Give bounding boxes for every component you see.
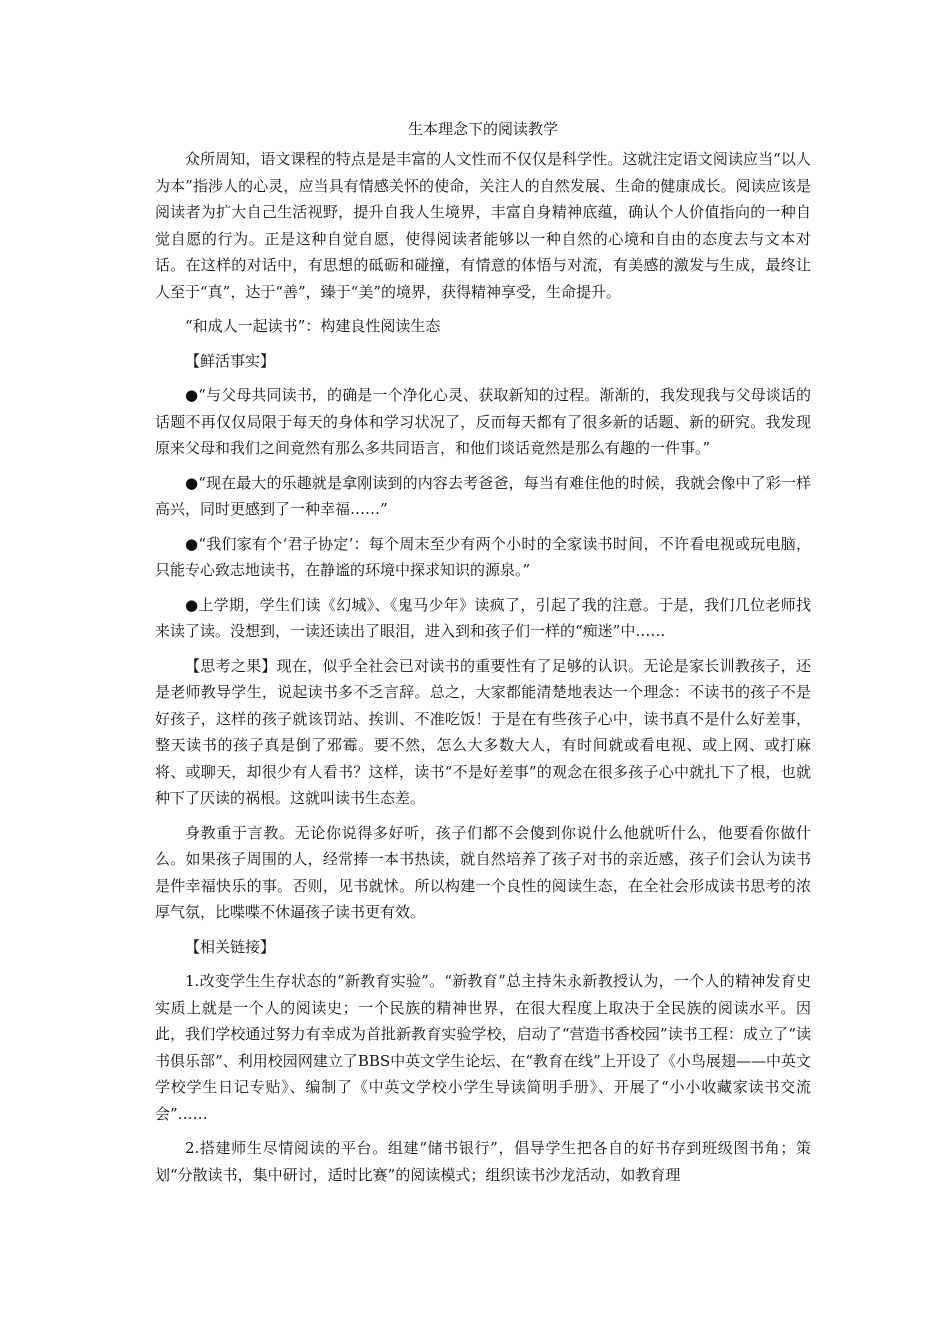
paragraph-example: 身教重于言教。无论你说得多好听，孩子们都不会傻到你说什么他就听什么，他要看你做什么。如果孩子周围的人，经常捧一本书热读，就自然培养了孩子对书的亲近感，孩子们会认为读书是件幸福快乐的事。否则，见书就怵。所以构建一个良性的阅读生态，在全社会形成读书思考的浓厚气氛，比喋喋不休逼孩子读书更有效。 [155, 823, 811, 921]
document-page [155, 118, 811, 1188]
paragraph-intro: 众所周知，语文课程的特点是是丰富的人文性而不仅仅是科学性。这就注定语文阅读应当“以人为本”指涉人的心灵，应当具有情感关怀的使命，关注人的自然发展、生命的健康成长。阅读应该是阅读者为扩大自己生活视野，提升自我人生境界，丰富自身精神底蕴，确认个人价值指向的一种自觉自愿的行为。正是这种自觉自愿，使得阅读者能够以一种自然的心境和自由的态度去与文本对话。在这样的对话中，有思想的砥砺和碰撞，有情意的体悟与对流，有美感的激发与生成，最终让人至于“真”，达于“善”，臻于“美”的境界，获得精神享受，生命提升。 [155, 150, 811, 301]
quote-item: ●“与父母共同读书，的确是一个净化心灵、获取新知的过程。渐渐的，我发现我与父母谈话的话题不再仅仅局限于每天的身体和学习状况了，反而每天都有了很多新的话题、新的研究。我发现原来父母和我们之间竟然有那么多共同语言，和他们谈话竟然是那么有趣的一件事。” [155, 386, 811, 457]
subheading-links: 【相关链接】 [185, 937, 276, 956]
list-item: 1.改变学生生存状态的“新教育实验”。“新教育”总主持朱永新教授认为，一个人的精神发育史实质上就是一个人的阅读史；一个民族的精神世界，在很大程度上取决于全民族的阅读水平。因此，我们学校通过努力有幸成为首批新教育实验学校，启动了“营造书香校园”读书工程：成立了“读书俱乐部”、利用校园网建立了BBS中英文学生论坛、在“教育在线”上开设了《小鸟展翅——中英文学校学生日记专贴》、编制了《中英文学校小学生导读简明手册》、开展了“小小收藏家读书交流会”…… [155, 972, 811, 1123]
document-title: 生本理念下的阅读教学 [407, 120, 558, 138]
list-item: 2.搭建师生尽情阅读的平台。组建“储书银行”，倡导学生把各自的好书存到班级图书角；策划“分散读书，集中研讨，适时比赛”的阅读模式；组织读书沙龙活动，如教育理 [155, 1139, 811, 1184]
quote-item: ●上学期，学生们读《幻城》、《鬼马少年》读疯了，引起了我的注意。于是，我们几位老师找来读了读。没想到，一读还读出了眼泪，进入到和孩子们一样的“痴迷”中…… [155, 595, 811, 640]
quote-item: ●“我们家有个‘君子协定’：每个周末至少有两个小时的全家读书时间，不许看电视或玩电脑，只能专心致志地读书，在静谧的环境中探求知识的源泉。” [155, 534, 811, 579]
paragraph-reflection: 【思考之果】现在，似乎全社会已对读书的重要性有了足够的认识。无论是家长训教孩子，还是老师教导学生，说起读书多不乏言辞。总之，大家都能清楚地表达一个理念：不读书的孩子不是好孩子，这样的孩子就该罚站、挨训、不准吃饭！于是在有些孩子心中，读书真不是什么好差事，整天读书的孩子真是倒了邪霉。要不然，怎么大多数大人，有时间就或看电视、或上网、或打麻将、或聊天，却很少有人看书？这样，读书“不是好差事”的观念在很多孩子心中就扎下了根，也就种下了厌读的祸根。这就叫读书生态差。 [155, 656, 811, 807]
subheading-facts: 【鲜活事实】 [185, 351, 276, 370]
section-heading: “和成人一起读书”：构建良性阅读生态 [185, 317, 441, 335]
quote-item: ●“现在最大的乐趣就是拿刚读到的内容去考爸爸，每当有难住他的时候，我就会像中了彩一样高兴，同时更感到了一种幸福……” [155, 473, 811, 518]
